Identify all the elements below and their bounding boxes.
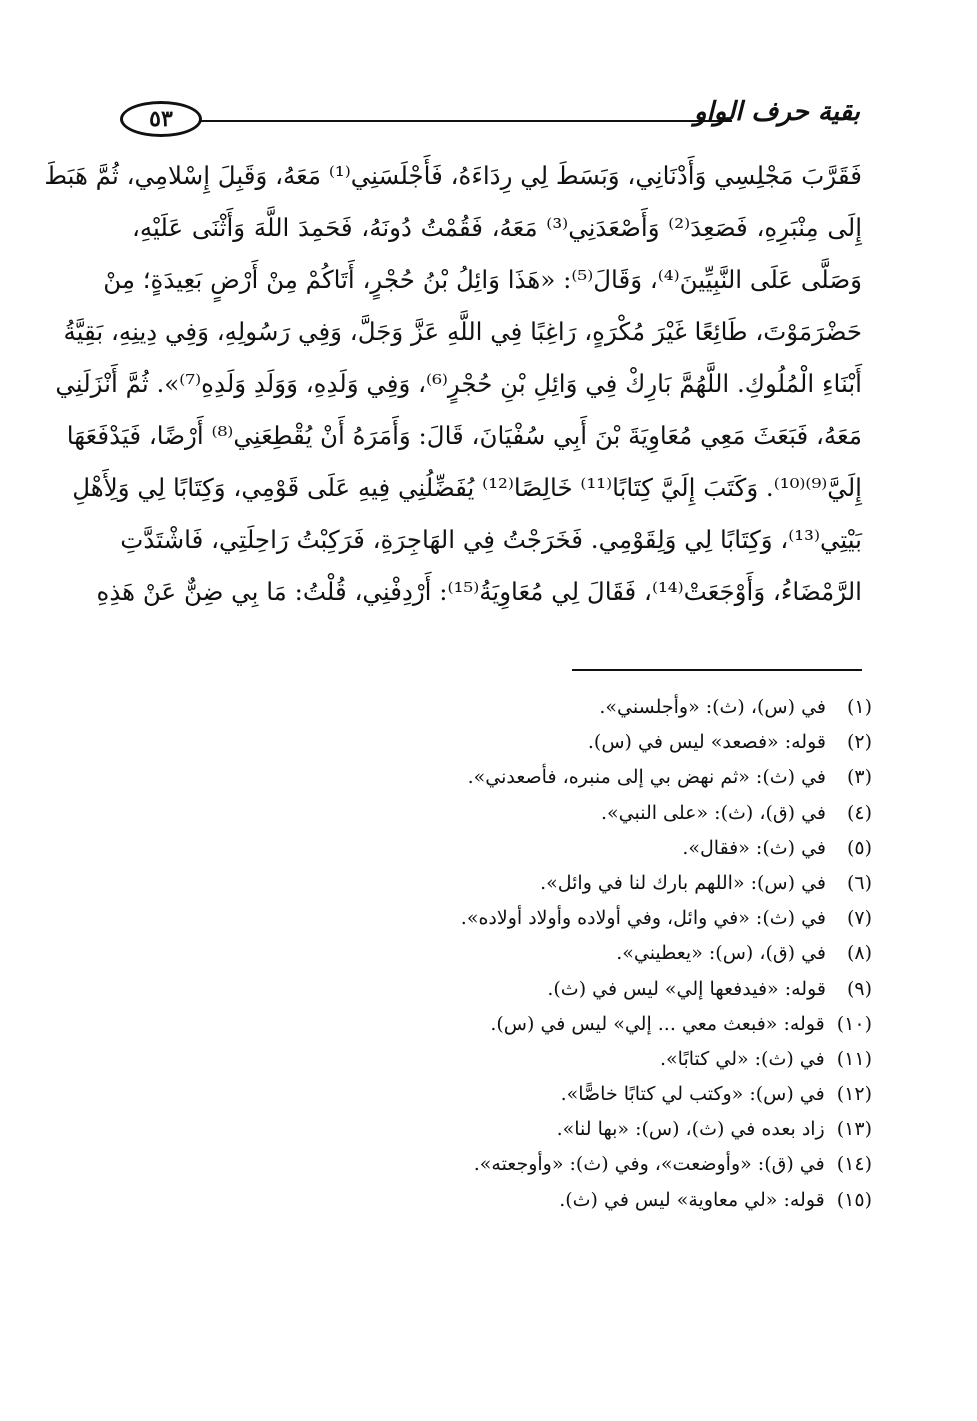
footnote-number: (١٥) <box>836 1188 872 1211</box>
footnote-number: (١٣) <box>836 1118 872 1141</box>
footnote-number: (٢) <box>846 731 872 754</box>
header-rule <box>198 120 732 122</box>
main-text-line: أَبْنَاءِ الْمُلُوكِ. اللَّهُمَّ بَارِكْ فِي وَائِلِ بْنِ حُجْرٍ⁽⁶⁾، وَفِي وَلَدِهِ، وَوَلَدِ وَلَدِهِ⁽⁷⁾». ثُمَّ أَنْزَلَنِي <box>55 369 862 398</box>
footnote-text: في (س): «وكتب لي كتابًا خاصًّا». <box>560 1083 825 1106</box>
footnote <box>152 936 872 971</box>
main-text-line: إِلَيَّ⁽⁹⁾⁽¹⁰⁾. وَكَتَبَ إِلَيَّ كِتَابًا⁽¹¹⁾ خَالِصًا⁽¹²⁾ يُفَضِّلُنِي فِيهِ عَلَى قَوْمِي، وَكِتَابًا لِي وَلِأَهْلِ <box>72 473 862 502</box>
footnote <box>152 1112 872 1147</box>
footnote <box>152 1147 872 1182</box>
main-text-line: حَضْرَمَوْتَ، طَائِعًا غَيْرَ مُكْرَهٍ، رَاغِبًا فِي اللَّهِ عَزَّ وَجَلَّ، وَفِي رَسُولِهِ، وَفِي دِينِهِ، بَقِيَّةُ <box>63 317 862 346</box>
footnote-number: (١٤) <box>836 1153 872 1176</box>
main-text-line: الرَّمْضَاءُ، وَأَوْجَعَتْ⁽¹⁴⁾، فَقَالَ لِي مُعَاوِيَةُ⁽¹⁵⁾: أَرْدِفْنِي، قُلْتُ: مَا بِي ضِنٌّ عَنْ هَذِهِ <box>96 577 862 606</box>
footnote-text: في (ث): «فقال». <box>682 836 826 859</box>
footnote <box>152 690 872 725</box>
footnote-text: في (ق): «وأوضعت»، وفي (ث): «وأوجعته». <box>473 1153 825 1176</box>
footnote-text: في (ث): «لي كتابًا». <box>660 1047 825 1070</box>
footnote <box>152 1183 872 1218</box>
footnote-text: في (ث): «ثم نهض بي إلى منبره، فأصعدني». <box>467 766 826 789</box>
footnote <box>152 901 872 936</box>
page-number-badge: ٥٣ <box>120 101 202 137</box>
footnote-number: (٦) <box>846 871 872 894</box>
footnote-number: (٨) <box>846 942 872 965</box>
footnote <box>152 1007 872 1042</box>
footnote-number: (٥) <box>846 836 872 859</box>
footnote <box>152 796 872 831</box>
footnote-number: (٤) <box>846 801 872 824</box>
footnote <box>152 725 872 760</box>
main-text <box>44 150 863 618</box>
footnotes <box>152 690 872 1218</box>
footnote-text: قوله: «فبعث معي ... إلي» ليس في (س). <box>490 1012 825 1035</box>
footnote <box>152 1042 872 1077</box>
footnote-text: في (ق)، (ث): «على النبي». <box>600 801 826 824</box>
footnote <box>152 831 872 866</box>
footnote-number: (٧) <box>846 907 872 930</box>
footnote-text: زاد بعده في (ث)، (س): «بها لنا». <box>556 1118 825 1141</box>
footnote <box>152 972 872 1007</box>
footnote-text: في (س): «اللهم بارك لنا في وائل». <box>540 871 826 894</box>
main-text-line: فَقَرَّبَ مَجْلِسِي وَأَدْنَانِي، وَبَسَطَ لِي رِدَاءَهُ، فَأَجْلَسَنِي⁽¹⁾ مَعَهُ، وَقَبِلَ إِسْلامِي، ثُمَّ هَبَطَ <box>44 161 862 190</box>
footnote-text: قوله: «فيدفعها إلي» ليس في (ث). <box>547 977 826 1000</box>
main-text-line: مَعَهُ، فَبَعَثَ مَعِي مُعَاوِيَةَ بْنَ أَبِي سُفْيَانَ، قَالَ: وَأَمَرَهُ أَنْ يُقْطِعَنِي⁽⁸⁾ أَرْضًا، فَيَدْفَعَهَا <box>66 421 862 450</box>
footnote-separator <box>572 669 862 671</box>
main-text-line: وَصَلَّى عَلَى النَّبِيِّينَ⁽⁴⁾، وَقَالَ⁽⁵⁾: «هَذَا وَائِلُ بْنُ حُجْرٍ، أَتَاكُمْ مِنْ أَرْضٍ بَعِيدَةٍ؛ مِنْ <box>103 265 862 294</box>
footnote-text: في (ث): «في وائل، وفي أولاده وأولاد أولاده». <box>460 907 826 930</box>
page-header <box>120 95 860 145</box>
running-title: بقية حرف الواو <box>693 97 860 127</box>
footnote-number: (٣) <box>846 766 872 789</box>
footnote <box>152 1077 872 1112</box>
footnote-number: (١٠) <box>836 1012 872 1035</box>
footnote-number: (١) <box>846 696 872 718</box>
footnote <box>152 866 872 901</box>
footnote-text: قوله: «فصعد» ليس في (س). <box>587 731 826 754</box>
main-text-line: إِلَى مِنْبَرِهِ، فَصَعِدَ⁽²⁾ وَأَصْعَدَنِي⁽³⁾ مَعَهُ، فَقُمْتُ دُونَهُ، فَحَمِدَ اللَّهَ وَأَثْنَى عَلَيْهِ، <box>132 213 863 242</box>
footnote-number: (٩) <box>846 977 872 1000</box>
footnote-number: (١٢) <box>836 1083 872 1106</box>
footnote-text: في (ق)، (س): «يعطيني». <box>616 942 826 965</box>
footnote <box>152 760 872 795</box>
main-text-line: بَيْتِي⁽¹³⁾، وَكِتَابًا لِي وَلِقَوْمِي. فَخَرَجْتُ فِي الهَاجِرَةِ، فَرَكِبْتُ رَاحِلَتِي، فَاشْتَدَّتِ <box>120 525 862 554</box>
footnote-text: قوله: «لي معاوية» ليس في (ث). <box>559 1188 825 1211</box>
footnote-number: (١١) <box>836 1047 872 1070</box>
footnote-text: في (س)، (ث): «وأجلسني». <box>599 696 826 718</box>
